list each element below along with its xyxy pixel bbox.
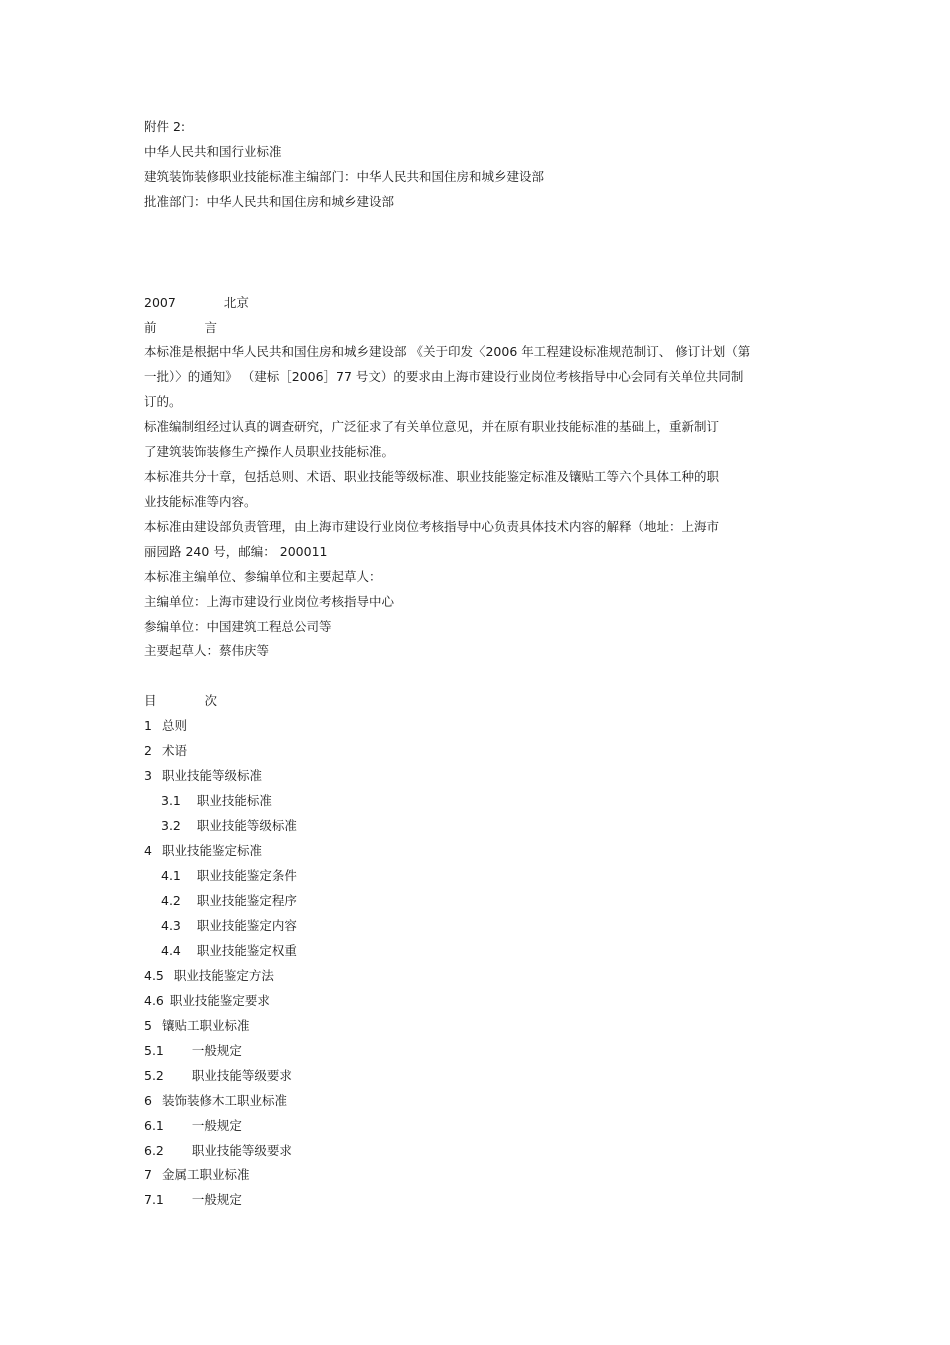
- title-and-editor: 建筑装饰装修职业技能标准主编部门：中华人民共和国住房和城乡建设部: [144, 169, 545, 184]
- attachment-label: 附件 2:: [144, 119, 186, 134]
- toc-item-number: 4.5: [144, 968, 164, 983]
- participating-unit: 参编单位：中国建筑工程总公司等: [144, 619, 332, 634]
- toc-item[interactable]: [144, 1068, 292, 1084]
- preface-heading-a: 前: [144, 320, 157, 335]
- preface-p1-line3: 订的。: [144, 394, 182, 409]
- toc-item[interactable]: [161, 868, 297, 884]
- toc-item-number: 3: [144, 768, 152, 783]
- toc-item-number: 2: [144, 743, 152, 758]
- toc-item[interactable]: [144, 993, 270, 1009]
- toc-item-title: 职业技能鉴定标准: [161, 843, 262, 858]
- toc-item[interactable]: [161, 918, 297, 934]
- standard-type: 中华人民共和国行业标准: [144, 144, 282, 159]
- toc-item-number: 5: [144, 1018, 152, 1033]
- toc-item-number: 4.6: [144, 993, 164, 1008]
- toc-item-title: 职业技能标准: [196, 793, 272, 808]
- toc-item-number: 4.1: [161, 868, 181, 883]
- toc-item-title: 职业技能等级要求: [191, 1143, 292, 1158]
- preface-p2-line1: 标准编制组经过认真的调查研究，广泛征求了有关单位意见，并在原有职业技能标准的基础上，重新制订: [144, 419, 720, 434]
- toc-item[interactable]: [161, 793, 272, 809]
- toc-item[interactable]: [144, 1043, 242, 1059]
- toc-item-title: 职业技能鉴定权重: [196, 943, 297, 958]
- drafters: 主要起草人：蔡伟庆等: [144, 643, 270, 658]
- toc-heading-b: 次: [204, 693, 218, 708]
- toc-item-title: 一般规定: [191, 1192, 242, 1207]
- toc-item-number: 6: [144, 1093, 152, 1108]
- toc-item-number: 7: [144, 1167, 152, 1182]
- toc-item-number: 5.1: [144, 1043, 164, 1058]
- toc-item[interactable]: [144, 718, 187, 734]
- preface-p3-line2: 业技能标准等内容。: [144, 494, 257, 509]
- toc-item-title: 职业技能鉴定要求: [169, 993, 270, 1008]
- toc-item[interactable]: [144, 768, 262, 784]
- toc-item-number: 6.2: [144, 1143, 164, 1158]
- toc-item-title: 职业技能鉴定程序: [196, 893, 297, 908]
- toc-item[interactable]: [144, 1018, 249, 1034]
- preface-p1-line2: 一批）〉的通知》 （建标［2006］77 号文）的要求由上海市建设行业岗位考核指导中心会同有关单位共同制: [144, 369, 744, 384]
- toc-item-title: 镶贴工职业标准: [161, 1018, 250, 1033]
- publication-city: 北京: [223, 295, 249, 310]
- toc-item-number: 1: [144, 718, 152, 733]
- approver: 批准部门：中华人民共和国住房和城乡建设部: [144, 194, 395, 209]
- preface-p2-line2: 了建筑装饰装修生产操作人员职业技能标准。: [144, 444, 395, 459]
- toc-item[interactable]: [144, 1093, 287, 1109]
- toc-item[interactable]: [144, 1118, 242, 1134]
- toc-item[interactable]: [144, 1167, 249, 1183]
- toc-item[interactable]: [161, 943, 297, 959]
- toc-heading: [144, 693, 217, 709]
- toc-item-title: 金属工职业标准: [161, 1167, 250, 1182]
- toc-item[interactable]: [144, 968, 274, 984]
- toc-item-title: 总则: [161, 718, 187, 733]
- toc-item-number: 3.1: [161, 793, 181, 808]
- toc-item[interactable]: [161, 818, 297, 834]
- preface-p4-line2: 丽园路 240 号，邮编： 200011: [144, 544, 328, 559]
- publication-year: 2007: [144, 295, 176, 310]
- toc-item[interactable]: [144, 843, 262, 859]
- toc-item-number: 4.4: [161, 943, 181, 958]
- toc-item[interactable]: [144, 1143, 292, 1159]
- toc-item-number: 6.1: [144, 1118, 164, 1133]
- preface-p4-line1: 本标准由建设部负责管理，由上海市建设行业岗位考核指导中心负责具体技术内容的解释（地址：上海市: [144, 519, 720, 534]
- publication-line: [144, 295, 249, 311]
- toc-item-title: 职业技能鉴定内容: [196, 918, 297, 933]
- toc-item-title: 职业技能鉴定条件: [196, 868, 297, 883]
- toc-item-number: 7.1: [144, 1192, 164, 1207]
- preface-p5: 本标准主编单位、参编单位和主要起草人：: [144, 569, 382, 584]
- chief-unit: 主编单位：上海市建设行业岗位考核指导中心: [144, 594, 395, 609]
- preface-p3-line1: 本标准共分十章，包括总则、术语、职业技能等级标准、职业技能鉴定标准及镶贴工等六个具体工种的职: [144, 469, 720, 484]
- toc-item-title: 职业技能等级要求: [191, 1068, 292, 1083]
- toc-item-title: 职业技能等级标准: [196, 818, 297, 833]
- toc-item[interactable]: [144, 743, 187, 759]
- toc-item-number: 3.2: [161, 818, 181, 833]
- toc-item[interactable]: [161, 893, 297, 909]
- toc-item-title: 术语: [161, 743, 187, 758]
- preface-heading: [144, 320, 217, 336]
- toc-item-title: 一般规定: [191, 1043, 242, 1058]
- toc-item-number: 4.2: [161, 893, 181, 908]
- toc-item-title: 职业技能鉴定方法: [173, 968, 274, 983]
- toc-item[interactable]: [144, 1192, 242, 1208]
- preface-p1-line1: 本标准是根据中华人民共和国住房和城乡建设部 《关于印发〈2006 年工程建设标准规范制订、 修订计划（第: [144, 344, 751, 359]
- toc-item-title: 装饰装修木工职业标准: [161, 1093, 287, 1108]
- toc-item-number: 4.3: [161, 918, 181, 933]
- toc-item-number: 4: [144, 843, 152, 858]
- toc-item-title: 职业技能等级标准: [161, 768, 262, 783]
- preface-heading-b: 言: [204, 320, 218, 335]
- toc-item-number: 5.2: [144, 1068, 164, 1083]
- toc-heading-a: 目: [144, 693, 157, 708]
- toc-item-title: 一般规定: [191, 1118, 242, 1133]
